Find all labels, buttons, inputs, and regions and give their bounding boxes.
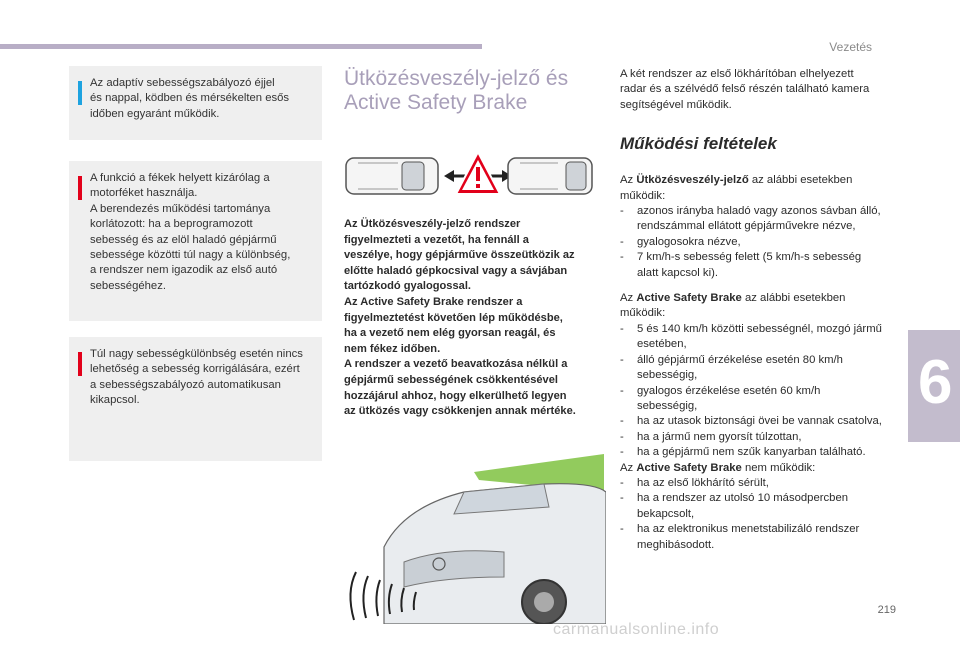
lead-bold: Active Safety Brake — [636, 292, 742, 305]
page-number: 219 — [877, 604, 896, 616]
warning-note-text: A funkció a fékek helyett kizárólag a motorféket használja. A berendezés működési tartománya korlátozott: ha a beprogramozott sebesség és az elöl haladó gépjármű sebessége közötti túl nagy a különbség, a rendszer nem igazodik az első autó sebességéhez. — [90, 172, 291, 292]
list-item: - azonos irányba haladó vagy azonos sávban álló, rendszámmal ellátott gépjárművekre nézve, — [620, 204, 882, 235]
intro-text: Az Ütközésveszély-jelző rendszer figyelmezteti a vezetőt, ha fennáll a veszélye, hogy gépjárműve összeütközik az előtte haladó gépkocsival vagy a sávjában tartózkodó gyalogossal. Az Active Safety Brake rendszer a figyelmeztetést követően lép működésbe, ha a vezető nem elég gyorsan reagál, és nem fékez időben. A rendszer a vezető beavatkozása nélkül a gépjármű sebességének csökkentésével hozzájárul ahhoz, hogy elkerülhető legyen az ütközés vagy csökkenjen annak mértéke. — [344, 218, 576, 418]
warning-icon — [78, 352, 82, 376]
top-accent-bar — [0, 44, 482, 49]
lead-prefix: Az — [620, 174, 637, 187]
own-van-icon — [346, 158, 438, 194]
asb-active-list — [620, 322, 882, 461]
list-item: - 7 km/h-s sebesség felett (5 km/h-s sebesség alatt kapcsol ki). — [620, 250, 882, 281]
front-van-icon — [508, 158, 592, 194]
lead-prefix: Az — [620, 292, 637, 305]
warning-note-2 — [69, 337, 322, 461]
section-title: Vezetés — [829, 40, 872, 54]
warning-note-1 — [69, 161, 322, 321]
list-item: - ha az utasok biztonsági övei be vannak csatolva, — [620, 414, 882, 429]
warning-triangle-icon — [456, 152, 500, 194]
chapter-tab — [908, 330, 960, 442]
watermark: carmanualsonline.info — [553, 621, 720, 638]
info-note-text: Az adaptív sebességszabályozó éjjel és nappal, ködben és mérsékelten esős időben egyaránt működik. — [90, 77, 290, 120]
warning-note-text: Túl nagy sebességkülönbség esetén nincs lehetőség a sebesség korrigálására, ezért a sebességszabályozó automatikusan kikapcsol. — [90, 348, 303, 407]
conditions-heading: Működési feltételek — [620, 134, 777, 154]
warning-icon — [78, 176, 82, 200]
collision-diagram — [344, 150, 594, 202]
chapter-number: 6 — [918, 348, 953, 417]
list-item: - ha a rendszer az utolsó 10 másodpercben bekapcsolt, — [620, 491, 882, 522]
list-item: - álló gépjármű érzékelése esetén 80 km/h sebességig, — [620, 353, 882, 384]
info-note — [69, 66, 322, 140]
lead-bold: Active Safety Brake — [636, 461, 742, 474]
list-item: - ha a gépjármű nem szűk kanyarban található. — [620, 445, 882, 460]
asb-active-lead — [620, 291, 882, 322]
list-item: - gyalogosokra nézve, — [620, 235, 882, 250]
van-radar-illustration — [344, 452, 606, 624]
lead-bold: Ütközésveszély-jelző — [636, 174, 749, 187]
lead-suffix: nem működik: — [741, 461, 816, 474]
list-item: - gyalogos érzékelése esetén 60 km/h sebességig, — [620, 384, 882, 415]
list-item: - ha az első lökhárító sérült, — [620, 476, 882, 491]
lead-prefix: Az — [620, 461, 637, 474]
asb-inactive-list — [620, 476, 882, 553]
system-description: A két rendszer az első lökhárítóban elhelyezett radar és a szélvédő felső részén található kamera segítségével működik. — [620, 68, 870, 111]
collision-alert-lead — [620, 173, 882, 204]
right-column — [620, 67, 882, 553]
lead-suffix: az alábbi esetekben működik: — [620, 292, 846, 320]
collision-alert-list — [620, 204, 882, 281]
info-icon — [78, 81, 82, 105]
list-item: - 5 és 140 km/h közötti sebességnél, mozgó jármű esetében, — [620, 322, 882, 353]
list-item: - ha a jármű nem gyorsít túlzottan, — [620, 430, 882, 445]
asb-inactive-lead — [620, 461, 882, 476]
wheel-hub — [534, 592, 554, 612]
list-item: - ha az elektronikus menetstabilizáló rendszer meghibásodott. — [620, 522, 882, 553]
page-title: Ütközésveszély-jelző és Active Safety Brake — [344, 67, 569, 114]
lead-suffix: az alábbi esetekben működik: — [620, 174, 853, 202]
